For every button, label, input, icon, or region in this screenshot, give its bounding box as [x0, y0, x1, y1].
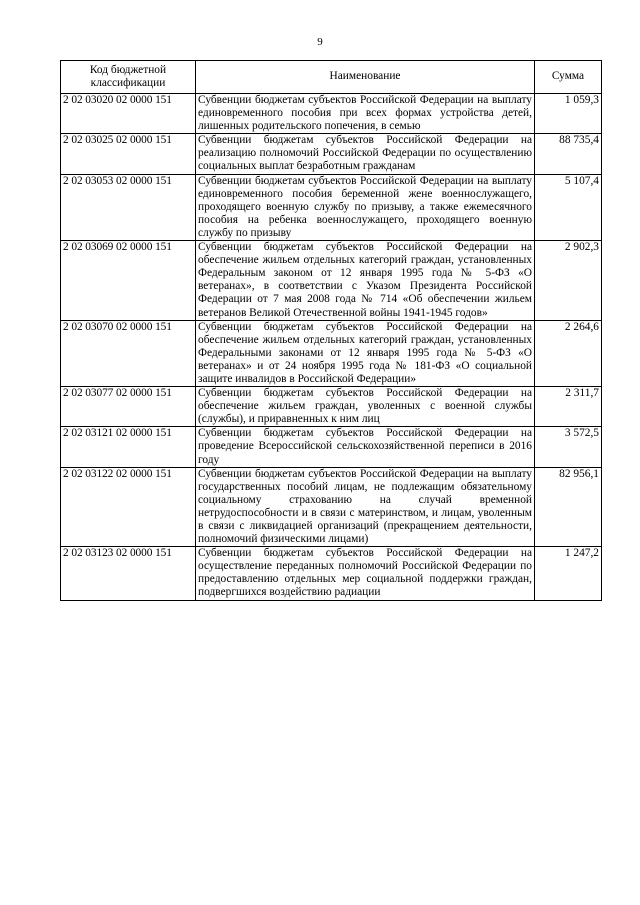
header-name: Наименование: [196, 61, 535, 94]
row-code: 2 02 03053 02 0000 151: [61, 174, 196, 240]
row-code: 2 02 03121 02 0000 151: [61, 427, 196, 467]
table-row: [61, 241, 602, 321]
row-code: 2 02 03123 02 0000 151: [61, 547, 196, 600]
row-sum: 1 247,2: [535, 547, 602, 600]
header-sum: Сумма: [535, 61, 602, 94]
row-name: Субвенции бюджетам субъектов Российской Федерации на обеспечение жильем отдельных категорий граждан, установленных Федеральными законами от 12 января 1995 года № 5-ФЗ «О ветеранах» и от 24 ноября 1995 года № 181-ФЗ «О социальной защите инвалидов в Российской Федерации»: [196, 320, 535, 386]
table-row: [61, 387, 602, 427]
row-code: 2 02 03077 02 0000 151: [61, 387, 196, 427]
budget-table: [60, 60, 602, 601]
table-row: [61, 134, 602, 174]
row-name: Субвенции бюджетам субъектов Российской Федерации на выплату государственных пособий лицам, не подлежащим обязательному социальному страхованию на случай временной нетрудоспособности и в связи с материнством, и лицам, уволенным в связи с ликвидацией организаций (прекращением деятельности, полномочий физическими лицами): [196, 467, 535, 547]
row-code: 2 02 03122 02 0000 151: [61, 467, 196, 547]
row-sum: 5 107,4: [535, 174, 602, 240]
row-name: Субвенции бюджетам субъектов Российской Федерации на проведение Всероссийской сельскохозяйственной переписи в 2016 году: [196, 427, 535, 467]
row-sum: 2 311,7: [535, 387, 602, 427]
header-code: Код бюджетной классификации: [61, 61, 196, 94]
row-sum: 1 059,3: [535, 94, 602, 134]
table-row: [61, 467, 602, 547]
row-sum: 82 956,1: [535, 467, 602, 547]
table-row: [61, 320, 602, 386]
row-name: Субвенции бюджетам субъектов Российской Федерации на реализацию полномочий Российской Федерации по осуществлению социальных выплат безработным гражданам: [196, 134, 535, 174]
table-row: [61, 94, 602, 134]
table-row: [61, 547, 602, 600]
row-name: Субвенции бюджетам субъектов Российской Федерации на обеспечение жильем граждан, уволенных с военной службы (службы), и приравненных к ним лиц: [196, 387, 535, 427]
row-name: Субвенции бюджетам субъектов Российской Федерации на осуществление переданных полномочий Российской Федерации по предоставлению отдельных мер социальной поддержки граждан, подвергшихся воздействию радиации: [196, 547, 535, 600]
row-sum: 88 735,4: [535, 134, 602, 174]
row-sum: 2 264,6: [535, 320, 602, 386]
row-sum: 3 572,5: [535, 427, 602, 467]
table-row: [61, 427, 602, 467]
row-name: Субвенции бюджетам субъектов Российской Федерации на выплату единовременного пособия при всех формах устройства детей, лишенных родительского попечения, в семью: [196, 94, 535, 134]
row-code: 2 02 03025 02 0000 151: [61, 134, 196, 174]
row-code: 2 02 03069 02 0000 151: [61, 241, 196, 321]
row-code: 2 02 03070 02 0000 151: [61, 320, 196, 386]
row-sum: 2 902,3: [535, 241, 602, 321]
row-code: 2 02 03020 02 0000 151: [61, 94, 196, 134]
table-row: [61, 174, 602, 240]
page-number: 9: [317, 36, 323, 48]
row-name: Субвенции бюджетам субъектов Российской Федерации на обеспечение жильем отдельных категорий граждан, установленных Федеральным законом от 12 января 1995 года № 5-ФЗ «О ветеранах», в соответствии с Указом Президента Российской Федерации от 7 мая 2008 года № 714 «Об обеспечении жильем ветеранов Великой Отечественной войны 1941-1945 годов»: [196, 241, 535, 321]
table-header-row: [61, 61, 602, 94]
row-name: Субвенции бюджетам субъектов Российской Федерации на выплату единовременного пособия беременной жене военнослужащего, проходящего военную службу по призыву, а также ежемесячного пособия на ребенка военнослужащего, проходящего военную службу по призыву: [196, 174, 535, 240]
